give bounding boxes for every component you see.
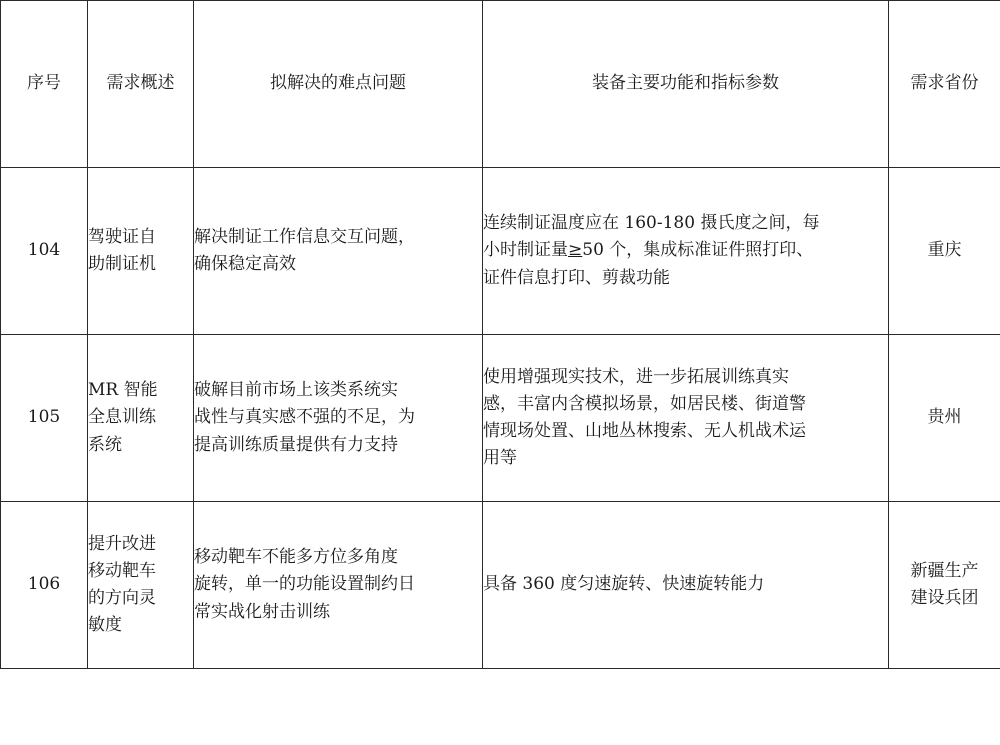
- province-line: 重庆: [927, 240, 962, 261]
- specs-line: 使用增强现实技术，进一步拓展训练真实: [483, 366, 789, 387]
- specs-line: 证件信息打印、剪裁功能: [483, 267, 670, 288]
- table-row: [1, 502, 1000, 669]
- specs-line: 连续制证温度应在 160-180 摄氏度之间，每: [483, 213, 820, 234]
- row-province: [889, 168, 1000, 335]
- table-row: [1, 335, 1000, 502]
- difficulty-line: 提高训练质量提供有力支持: [194, 434, 398, 455]
- header-row: [1, 1, 1000, 168]
- difficulty-line: 常实战化射击训练: [194, 601, 330, 622]
- gte-symbol: ≥: [568, 240, 583, 261]
- header-specs: 装备主要功能和指标参数: [483, 1, 889, 168]
- row-summary: [88, 502, 194, 669]
- row-province: [889, 335, 1000, 502]
- summary-line: 的方向灵: [88, 588, 156, 608]
- header-id: 序号: [1, 1, 88, 168]
- header-summary: 需求概述: [88, 1, 194, 168]
- row-id: 106: [1, 502, 88, 669]
- summary-line: 助制证机: [88, 254, 156, 274]
- specs-text: 50 个，集成标准证件照打印、: [582, 240, 814, 261]
- difficulty-line: 战性与真实感不强的不足，为: [194, 407, 415, 428]
- table-row: [1, 168, 1000, 335]
- summary-line: 移动靶车: [88, 560, 156, 581]
- row-summary: [88, 168, 194, 335]
- row-specs: [483, 168, 889, 335]
- row-specs: [483, 502, 889, 669]
- specs-line: 情现场处置、山地丛林搜索、无人机战术运: [483, 421, 806, 441]
- summary-line: 提升改进: [88, 533, 156, 554]
- header-province: 需求省份: [889, 1, 1000, 168]
- difficulty-line: 确保稳定高效: [194, 254, 296, 274]
- summary-line: MR 智能: [88, 380, 158, 401]
- specs-line: 用等: [483, 448, 517, 469]
- row-summary: [88, 335, 194, 502]
- specs-line: 具备 360 度匀速旋转、快速旋转能力: [483, 574, 765, 595]
- row-id: 104: [1, 168, 88, 335]
- province-line: 建设兵团: [910, 588, 979, 608]
- difficulty-line: 移动靶车不能多方位多角度: [194, 547, 398, 568]
- difficulty-line: 旋转，单一的功能设置制约日: [194, 574, 415, 595]
- row-specs: [483, 335, 889, 502]
- difficulty-line: 破解目前市场上该类系统实: [194, 380, 398, 401]
- row-id: 105: [1, 335, 88, 502]
- summary-line: 敏度: [88, 615, 122, 636]
- summary-line: 驾驶证自: [88, 226, 156, 247]
- row-difficulty: [194, 168, 483, 335]
- row-difficulty: [194, 335, 483, 502]
- specs-line: 感，丰富内含模拟场景，如居民楼、街道警: [483, 393, 806, 414]
- summary-line: 全息训练: [88, 407, 156, 428]
- specs-text: 小时制证量: [483, 240, 568, 261]
- difficulty-line: 解决制证工作信息交互问题，: [194, 226, 415, 247]
- row-difficulty: [194, 502, 483, 669]
- province-line: 贵州: [927, 407, 962, 428]
- summary-line: 系统: [88, 434, 122, 455]
- header-difficulty: 拟解决的难点问题: [194, 1, 483, 168]
- province-line: 新疆生产: [910, 560, 979, 581]
- row-province: [889, 502, 1000, 669]
- specs-line: [483, 237, 888, 264]
